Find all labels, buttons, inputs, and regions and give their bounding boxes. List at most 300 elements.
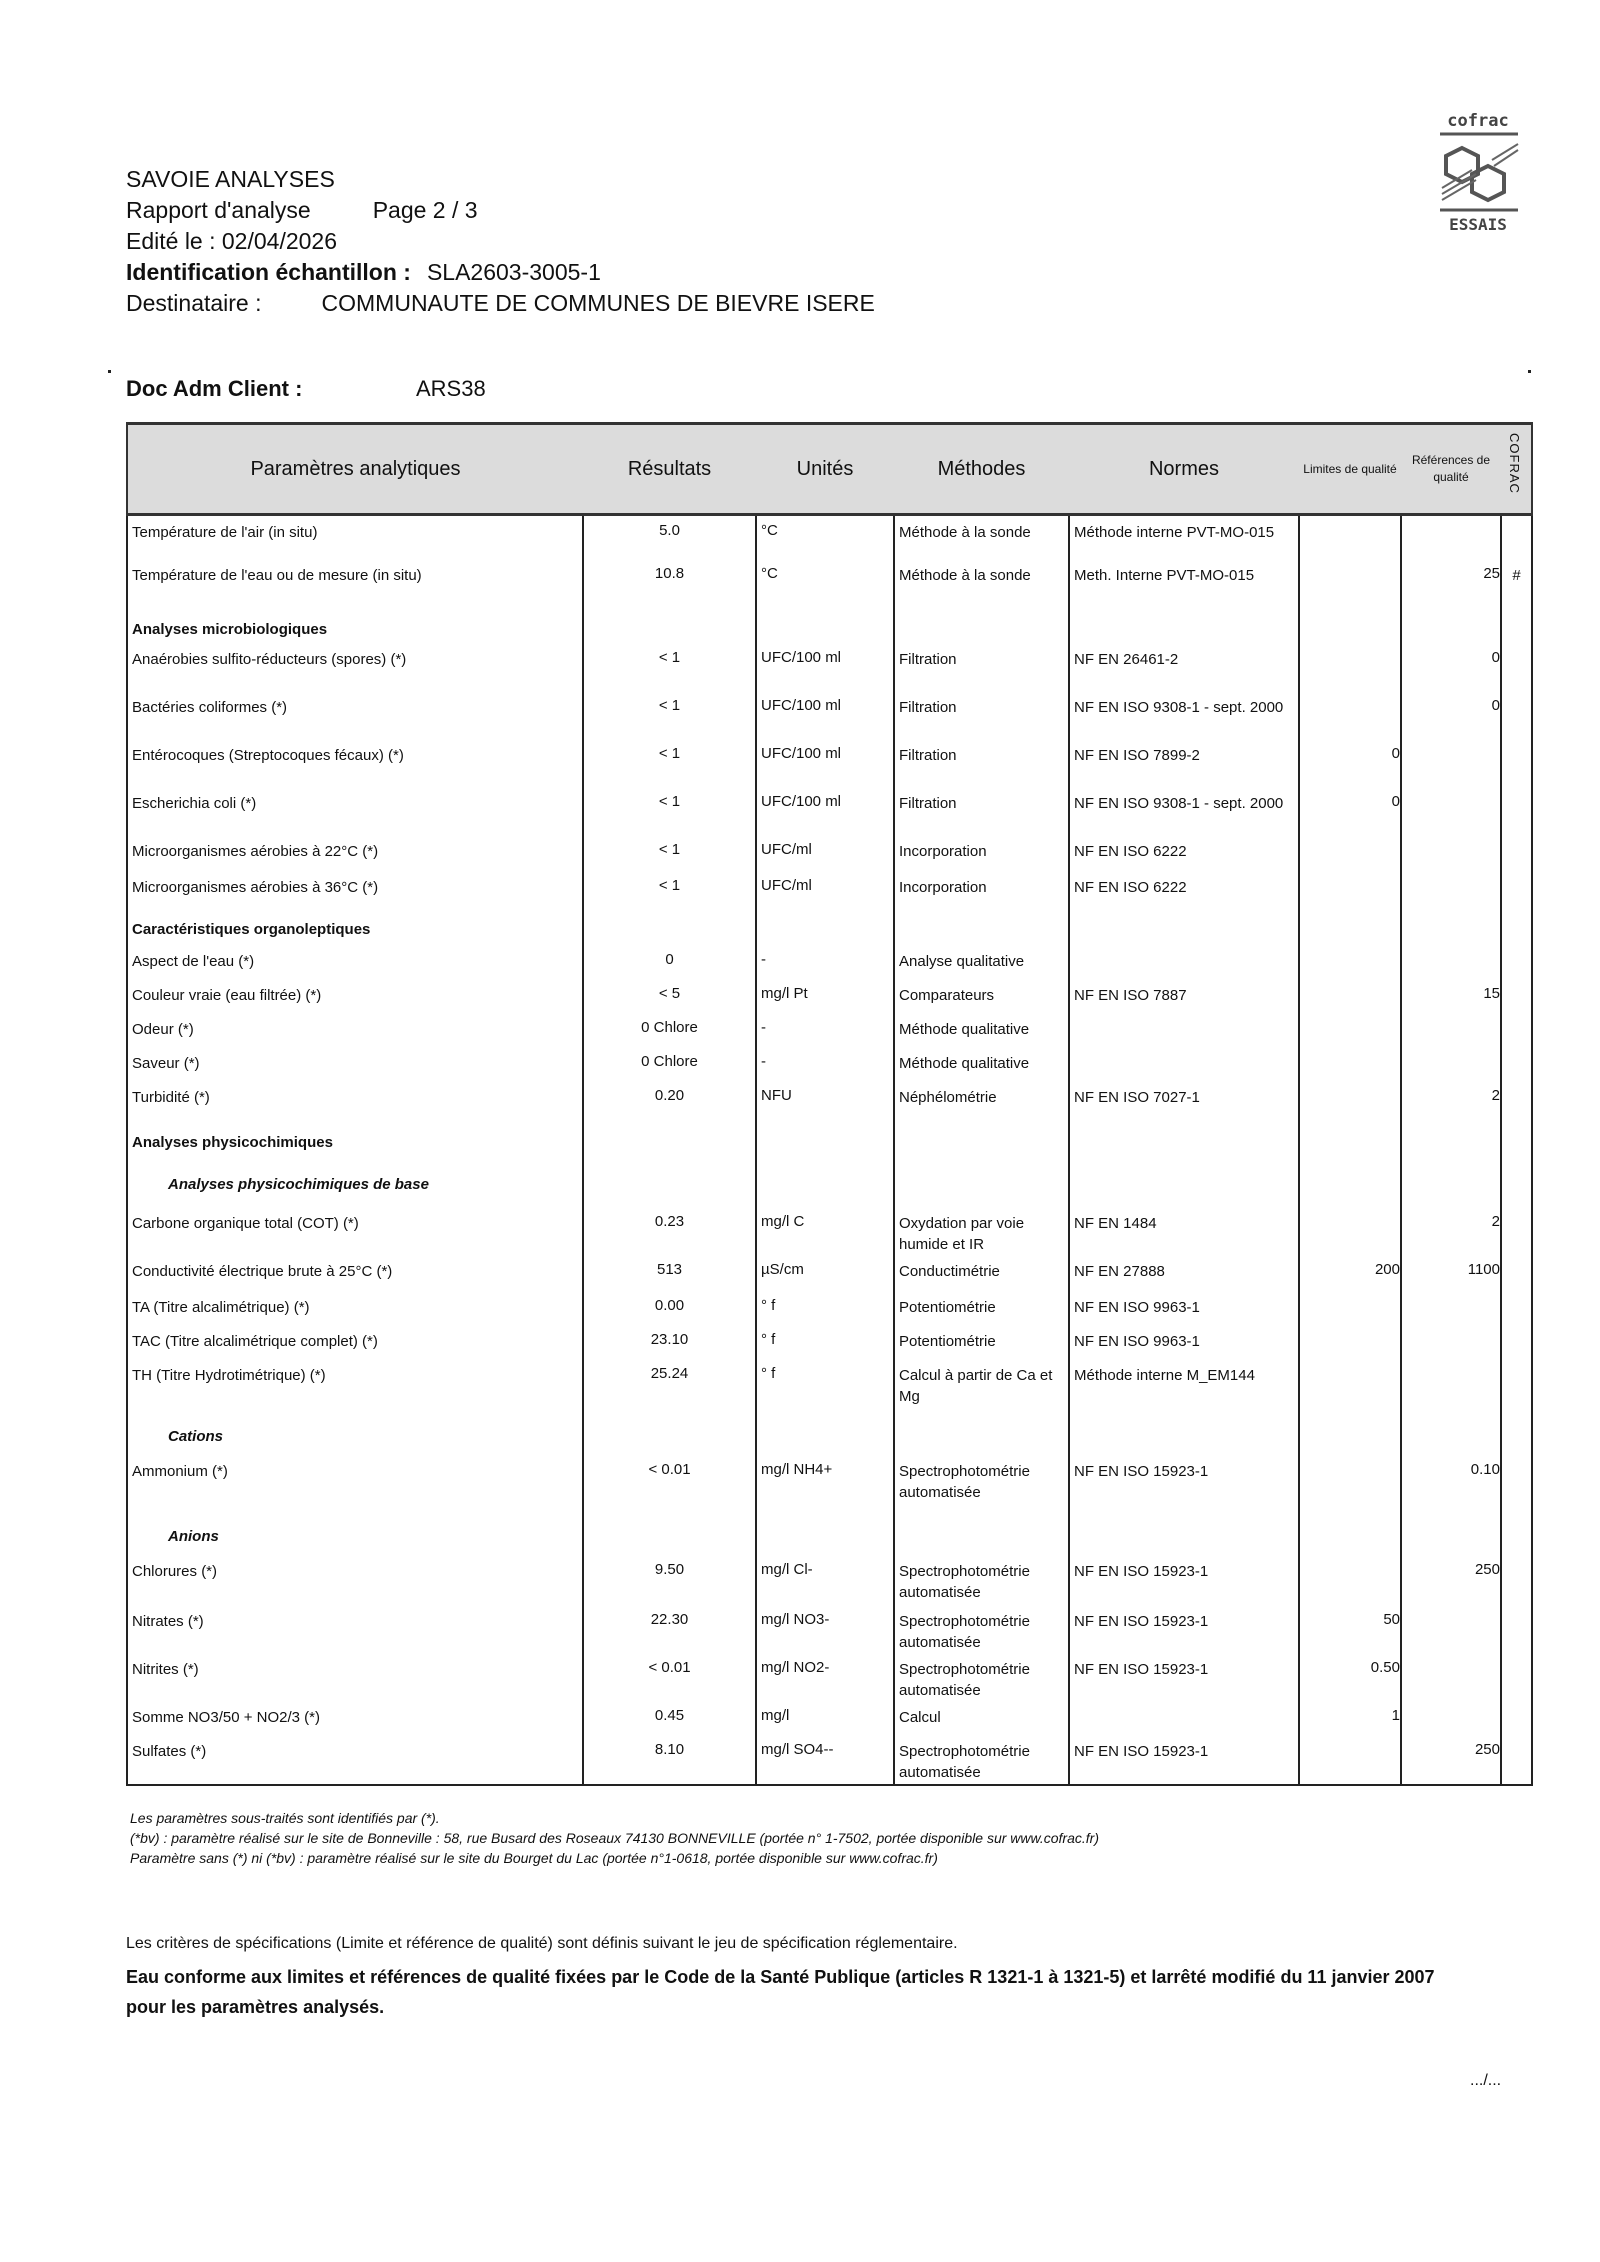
norm-cell	[1069, 1047, 1299, 1081]
continued-marker: .../...	[1470, 2072, 1502, 2089]
empty-cell	[1299, 1419, 1401, 1455]
norm-cell: NF EN 26461-2	[1069, 643, 1299, 691]
empty-cell	[1501, 609, 1532, 643]
result-cell: < 0.01	[583, 1455, 756, 1519]
limit-cell	[1299, 835, 1401, 871]
sample-label: Identification échantillon :	[126, 259, 411, 285]
table-row	[127, 559, 1532, 609]
result-cell: 23.10	[583, 1325, 756, 1359]
norm-cell: NF EN 27888	[1069, 1255, 1299, 1291]
param-cell: Température de l'eau ou de mesure (in situ)	[127, 559, 583, 609]
param-cell: Odeur (*)	[127, 1013, 583, 1047]
result-cell: < 1	[583, 787, 756, 835]
method-cell: Potentiométrie	[894, 1291, 1069, 1325]
reference-cell: 15	[1401, 979, 1501, 1013]
empty-cell	[894, 1519, 1069, 1555]
table-row	[127, 835, 1532, 871]
empty-cell	[1401, 1163, 1501, 1207]
limit-cell	[1299, 1325, 1401, 1359]
method-cell: Comparateurs	[894, 979, 1069, 1013]
empty-cell	[583, 609, 756, 643]
reference-cell	[1401, 1013, 1501, 1047]
results-table	[126, 422, 1533, 1786]
param-cell: Microorganismes aérobies à 22°C (*)	[127, 835, 583, 871]
empty-cell	[894, 1419, 1069, 1455]
table-row	[127, 1325, 1532, 1359]
table-row	[127, 1291, 1532, 1325]
cofrac-flag-cell	[1501, 979, 1532, 1013]
method-cell: Néphélométrie	[894, 1081, 1069, 1115]
empty-cell	[1501, 1519, 1532, 1555]
limit-cell: 0	[1299, 739, 1401, 787]
method-cell: Spectrophotométrie automatisée	[894, 1555, 1069, 1605]
limit-cell	[1299, 1047, 1401, 1081]
reference-cell: 2	[1401, 1081, 1501, 1115]
result-cell: 22.30	[583, 1605, 756, 1653]
section-header-row	[127, 609, 1532, 643]
unit-cell: -	[756, 1047, 894, 1081]
norm-cell: NF EN ISO 7899-2	[1069, 739, 1299, 787]
table-row	[127, 1605, 1532, 1653]
subsection-header-row	[127, 1519, 1532, 1555]
reference-cell: 250	[1401, 1735, 1501, 1785]
table-row	[127, 691, 1532, 739]
reference-cell	[1401, 945, 1501, 979]
result-cell: < 0.01	[583, 1653, 756, 1701]
reference-cell	[1401, 835, 1501, 871]
unit-cell: ° f	[756, 1359, 894, 1419]
unit-cell: mg/l NO2-	[756, 1653, 894, 1701]
unit-cell: NFU	[756, 1081, 894, 1115]
empty-cell	[1401, 907, 1501, 945]
result-cell: 0 Chlore	[583, 1047, 756, 1081]
result-cell: 0	[583, 945, 756, 979]
limit-cell: 1	[1299, 1701, 1401, 1735]
method-cell: Méthode qualitative	[894, 1013, 1069, 1047]
cofrac-flag-cell	[1501, 835, 1532, 871]
empty-cell	[894, 1115, 1069, 1163]
param-cell: Couleur vraie (eau filtrée) (*)	[127, 979, 583, 1013]
result-cell: 10.8	[583, 559, 756, 609]
unit-cell: UFC/100 ml	[756, 787, 894, 835]
reference-cell	[1401, 871, 1501, 907]
empty-cell	[894, 609, 1069, 643]
cofrac-flag-cell	[1501, 1207, 1532, 1255]
result-cell: < 5	[583, 979, 756, 1013]
result-cell: < 1	[583, 835, 756, 871]
col-header-unit: Unités	[756, 424, 894, 515]
footnote: Les paramètres sous-traités sont identifiés par (*).	[130, 1810, 440, 1826]
method-cell: Incorporation	[894, 871, 1069, 907]
result-cell: 0 Chlore	[583, 1013, 756, 1047]
limit-cell	[1299, 871, 1401, 907]
limit-cell: 0.50	[1299, 1653, 1401, 1701]
norm-cell: NF EN ISO 6222	[1069, 871, 1299, 907]
param-cell: Chlorures (*)	[127, 1555, 583, 1605]
cofrac-essais-logo	[1432, 108, 1524, 233]
unit-cell: ° f	[756, 1291, 894, 1325]
unit-cell: µS/cm	[756, 1255, 894, 1291]
reference-cell: 250	[1401, 1555, 1501, 1605]
sample-line	[126, 257, 875, 288]
empty-cell	[583, 1115, 756, 1163]
table-row	[127, 1735, 1532, 1785]
param-cell: Conductivité électrique brute à 25°C (*)	[127, 1255, 583, 1291]
param-cell: TA (Titre alcalimétrique) (*)	[127, 1291, 583, 1325]
limit-cell	[1299, 691, 1401, 739]
norm-cell: NF EN 1484	[1069, 1207, 1299, 1255]
param-cell: Température de l'air (in situ)	[127, 515, 583, 559]
empty-cell	[1069, 907, 1299, 945]
empty-cell	[583, 1163, 756, 1207]
unit-cell: UFC/100 ml	[756, 643, 894, 691]
unit-cell: mg/l SO4--	[756, 1735, 894, 1785]
norm-cell	[1069, 1701, 1299, 1735]
report-label: Rapport d'analyse	[126, 197, 311, 223]
empty-cell	[1069, 1419, 1299, 1455]
cofrac-flag-cell	[1501, 1047, 1532, 1081]
table-row	[127, 515, 1532, 559]
reference-cell	[1401, 1701, 1501, 1735]
param-cell: Escherichia coli (*)	[127, 787, 583, 835]
param-cell: Nitrates (*)	[127, 1605, 583, 1653]
table-row	[127, 1455, 1532, 1519]
limit-cell	[1299, 1455, 1401, 1519]
col-header-cofrac	[1501, 424, 1532, 515]
empty-cell	[1401, 1519, 1501, 1555]
logo-bottom-text: ESSAIS	[1449, 215, 1507, 233]
col-header-method: Méthodes	[894, 424, 1069, 515]
param-cell: Nitrites (*)	[127, 1653, 583, 1701]
reference-cell: 2	[1401, 1207, 1501, 1255]
cofrac-flag-cell	[1501, 1081, 1532, 1115]
table-row	[127, 1255, 1532, 1291]
method-cell: Conductimétrie	[894, 1255, 1069, 1291]
footnote: (*bv) : paramètre réalisé sur le site de Bonneville : 58, rue Busard des Roseaux 74130 BONNEVILLE (portée n° 1-7502, portée disponible sur www.cofrac.fr)	[130, 1830, 1099, 1846]
recipient-line	[126, 288, 875, 319]
empty-cell	[1501, 1163, 1532, 1207]
doc-adm-client	[126, 376, 486, 402]
param-cell: Carbone organique total (COT) (*)	[127, 1207, 583, 1255]
reference-cell	[1401, 1653, 1501, 1701]
result-cell: 8.10	[583, 1735, 756, 1785]
criteria-text: Les critères de spécifications (Limite et référence de qualité) sont définis suivant le jeu de spécification réglementaire.	[126, 1935, 958, 1952]
empty-cell	[1069, 1115, 1299, 1163]
reference-cell	[1401, 1291, 1501, 1325]
unit-cell: °C	[756, 559, 894, 609]
result-cell: 513	[583, 1255, 756, 1291]
cofrac-flag-cell: #	[1501, 559, 1532, 609]
table-row	[127, 1207, 1532, 1255]
method-cell: Analyse qualitative	[894, 945, 1069, 979]
result-cell: < 1	[583, 871, 756, 907]
unit-cell: mg/l NO3-	[756, 1605, 894, 1653]
limit-cell	[1299, 1735, 1401, 1785]
cofrac-label: COFRAC	[1507, 433, 1522, 494]
unit-cell: mg/l	[756, 1701, 894, 1735]
method-cell: Méthode qualitative	[894, 1047, 1069, 1081]
empty-cell	[894, 1163, 1069, 1207]
norm-cell: NF EN ISO 9963-1	[1069, 1291, 1299, 1325]
cofrac-flag-cell	[1501, 1605, 1532, 1653]
col-header-reference: Références de qualité	[1401, 424, 1501, 515]
reference-cell	[1401, 1605, 1501, 1653]
empty-cell	[756, 907, 894, 945]
table-row	[127, 1653, 1532, 1701]
empty-cell	[1401, 1115, 1501, 1163]
unit-cell: mg/l Pt	[756, 979, 894, 1013]
subsection-header-row	[127, 1419, 1532, 1455]
subsection-title: Analyses physicochimiques de base	[127, 1163, 583, 1207]
result-cell: 0.23	[583, 1207, 756, 1255]
param-cell: TAC (Titre alcalimétrique complet) (*)	[127, 1325, 583, 1359]
empty-cell	[583, 1519, 756, 1555]
limit-cell	[1299, 643, 1401, 691]
cofrac-flag-cell	[1501, 1455, 1532, 1519]
method-cell: Filtration	[894, 739, 1069, 787]
table-row	[127, 787, 1532, 835]
method-cell: Filtration	[894, 643, 1069, 691]
reference-cell	[1401, 515, 1501, 559]
param-cell: Bactéries coliformes (*)	[127, 691, 583, 739]
empty-cell	[1501, 1419, 1532, 1455]
cofrac-flag-cell	[1501, 871, 1532, 907]
reference-cell: 1100	[1401, 1255, 1501, 1291]
unit-cell: UFC/100 ml	[756, 691, 894, 739]
param-cell: Aspect de l'eau (*)	[127, 945, 583, 979]
empty-cell	[1501, 907, 1532, 945]
unit-cell: ° f	[756, 1325, 894, 1359]
edited-date: Edité le : 02/04/2026	[126, 228, 337, 254]
cofrac-flag-cell	[1501, 515, 1532, 559]
norm-cell	[1069, 1013, 1299, 1047]
doc-adm-value: ARS38	[416, 376, 486, 401]
norm-cell: NF EN ISO 9963-1	[1069, 1325, 1299, 1359]
doc-adm-label: Doc Adm Client :	[126, 376, 303, 401]
cofrac-flag-cell	[1501, 1701, 1532, 1735]
norm-cell: NF EN ISO 15923-1	[1069, 1455, 1299, 1519]
method-cell: Oxydation par voie humide et IR	[894, 1207, 1069, 1255]
norm-cell	[1069, 945, 1299, 979]
norm-cell: NF EN ISO 15923-1	[1069, 1735, 1299, 1785]
result-cell: 0.20	[583, 1081, 756, 1115]
empty-cell	[756, 1519, 894, 1555]
limit-cell	[1299, 1207, 1401, 1255]
logo-top-text: cofrac	[1447, 111, 1509, 131]
cofrac-flag-cell	[1501, 1359, 1532, 1419]
limit-cell	[1299, 979, 1401, 1013]
unit-cell: UFC/100 ml	[756, 739, 894, 787]
section-title: Caractéristiques organoleptiques	[127, 907, 583, 945]
reference-cell	[1401, 1325, 1501, 1359]
norm-cell: NF EN ISO 15923-1	[1069, 1555, 1299, 1605]
norm-cell: Meth. Interne PVT-MO-015	[1069, 559, 1299, 609]
cofrac-flag-cell	[1501, 691, 1532, 739]
norm-cell: Méthode interne PVT-MO-015	[1069, 515, 1299, 559]
limit-cell	[1299, 559, 1401, 609]
unit-cell: mg/l NH4+	[756, 1455, 894, 1519]
empty-cell	[756, 1115, 894, 1163]
table-row	[127, 1081, 1532, 1115]
method-cell: Filtration	[894, 691, 1069, 739]
reference-cell	[1401, 787, 1501, 835]
cofrac-flag-cell	[1501, 1255, 1532, 1291]
table-body	[127, 515, 1532, 1785]
reference-cell: 0	[1401, 643, 1501, 691]
reference-cell	[1401, 739, 1501, 787]
method-cell: Spectrophotométrie automatisée	[894, 1605, 1069, 1653]
empty-cell	[583, 1419, 756, 1455]
result-cell: 9.50	[583, 1555, 756, 1605]
unit-cell: UFC/ml	[756, 871, 894, 907]
param-cell: Microorganismes aérobies à 36°C (*)	[127, 871, 583, 907]
table-row	[127, 945, 1532, 979]
method-cell: Incorporation	[894, 835, 1069, 871]
limit-cell	[1299, 1013, 1401, 1047]
limit-cell	[1299, 515, 1401, 559]
param-cell: Entérocoques (Streptocoques fécaux) (*)	[127, 739, 583, 787]
cofrac-flag-cell	[1501, 1291, 1532, 1325]
cofrac-flag-cell	[1501, 1013, 1532, 1047]
empty-cell	[1501, 1115, 1532, 1163]
method-cell: Spectrophotométrie automatisée	[894, 1653, 1069, 1701]
subsection-title: Cations	[127, 1419, 583, 1455]
subsection-title: Anions	[127, 1519, 583, 1555]
param-cell: Ammonium (*)	[127, 1455, 583, 1519]
result-cell: 25.24	[583, 1359, 756, 1419]
method-cell: Calcul à partir de Ca et Mg	[894, 1359, 1069, 1419]
section-title: Analyses microbiologiques	[127, 609, 583, 643]
cofrac-flag-cell	[1501, 1325, 1532, 1359]
cofrac-flag-cell	[1501, 1555, 1532, 1605]
empty-cell	[1299, 1519, 1401, 1555]
unit-cell: UFC/ml	[756, 835, 894, 871]
cofrac-flag-cell	[1501, 787, 1532, 835]
method-cell: Potentiométrie	[894, 1325, 1069, 1359]
table-row	[127, 979, 1532, 1013]
param-cell: Sulfates (*)	[127, 1735, 583, 1785]
norm-cell: NF EN ISO 9308-1 - sept. 2000	[1069, 787, 1299, 835]
empty-cell	[1299, 609, 1401, 643]
company-name: SAVOIE ANALYSES	[126, 166, 335, 192]
section-header-row	[127, 1115, 1532, 1163]
limit-cell	[1299, 1359, 1401, 1419]
limit-cell	[1299, 1081, 1401, 1115]
empty-cell	[1299, 1163, 1401, 1207]
cofrac-flag-cell	[1501, 1735, 1532, 1785]
table-row	[127, 739, 1532, 787]
empty-cell	[1069, 1163, 1299, 1207]
recipient-label: Destinataire :	[126, 290, 262, 316]
conformity-conclusion: Eau conforme aux limites et références de qualité fixées par le Code de la Santé Publique (articles R 1321-1 à 1321-5) et larrêté modifié du 11 janvier 2007 pour les paramètres analysés.	[126, 1967, 1435, 2017]
norm-cell: NF EN ISO 7887	[1069, 979, 1299, 1013]
method-cell: Méthode à la sonde	[894, 515, 1069, 559]
cofrac-flag-cell	[1501, 1653, 1532, 1701]
table-row	[127, 643, 1532, 691]
reference-cell	[1401, 1359, 1501, 1419]
reference-cell: 0	[1401, 691, 1501, 739]
empty-cell	[756, 609, 894, 643]
report-header	[126, 164, 875, 319]
section-title: Analyses physicochimiques	[127, 1115, 583, 1163]
table-row	[127, 1701, 1532, 1735]
table-row	[127, 871, 1532, 907]
scan-mark	[108, 370, 111, 373]
table-row	[127, 1047, 1532, 1081]
table-row	[127, 1013, 1532, 1047]
unit-cell: mg/l C	[756, 1207, 894, 1255]
unit-cell: °C	[756, 515, 894, 559]
col-header-param: Paramètres analytiques	[127, 424, 583, 515]
result-cell: < 1	[583, 643, 756, 691]
result-cell: < 1	[583, 739, 756, 787]
table-header-row	[127, 424, 1532, 515]
limit-cell: 50	[1299, 1605, 1401, 1653]
scan-mark	[1528, 370, 1531, 373]
sample-id: SLA2603-3005-1	[426, 259, 601, 285]
reference-cell: 25	[1401, 559, 1501, 609]
method-cell: Spectrophotométrie automatisée	[894, 1735, 1069, 1785]
result-cell: 0.45	[583, 1701, 756, 1735]
empty-cell	[1069, 609, 1299, 643]
result-cell: < 1	[583, 691, 756, 739]
norm-cell: NF EN ISO 9308-1 - sept. 2000	[1069, 691, 1299, 739]
empty-cell	[583, 907, 756, 945]
reference-cell: 0.10	[1401, 1455, 1501, 1519]
result-cell: 5.0	[583, 515, 756, 559]
method-cell: Méthode à la sonde	[894, 559, 1069, 609]
limit-cell	[1299, 945, 1401, 979]
subsection-header-row	[127, 1163, 1532, 1207]
reference-cell	[1401, 1047, 1501, 1081]
col-header-result: Résultats	[583, 424, 756, 515]
method-cell: Calcul	[894, 1701, 1069, 1735]
table-row	[127, 1555, 1532, 1605]
limit-cell: 0	[1299, 787, 1401, 835]
empty-cell	[1299, 907, 1401, 945]
param-cell: Anaérobies sulfito-réducteurs (spores) (*)	[127, 643, 583, 691]
footnotes	[130, 1808, 1099, 1868]
footnote: Paramètre sans (*) ni (*bv) : paramètre réalisé sur le site du Bourget du Lac (portée n°1-0618, portée disponible sur www.cofrac.fr)	[130, 1850, 938, 1866]
recipient-name: COMMUNAUTE DE COMMUNES DE BIEVRE ISERE	[321, 290, 875, 316]
norm-cell: NF EN ISO 7027-1	[1069, 1081, 1299, 1115]
limit-cell: 200	[1299, 1255, 1401, 1291]
section-header-row	[127, 907, 1532, 945]
norm-cell: NF EN ISO 6222	[1069, 835, 1299, 871]
unit-cell: mg/l Cl-	[756, 1555, 894, 1605]
empty-cell	[1401, 609, 1501, 643]
page-number: Page 2 / 3	[372, 197, 478, 223]
method-cell: Filtration	[894, 787, 1069, 835]
empty-cell	[1069, 1519, 1299, 1555]
param-cell: Turbidité (*)	[127, 1081, 583, 1115]
norm-cell: NF EN ISO 15923-1	[1069, 1605, 1299, 1653]
unit-cell: -	[756, 1013, 894, 1047]
param-cell: Somme NO3/50 + NO2/3 (*)	[127, 1701, 583, 1735]
cofrac-flag-cell	[1501, 739, 1532, 787]
norm-cell: NF EN ISO 15923-1	[1069, 1653, 1299, 1701]
cofrac-flag-cell	[1501, 945, 1532, 979]
param-cell: Saveur (*)	[127, 1047, 583, 1081]
unit-cell: -	[756, 945, 894, 979]
result-cell: 0.00	[583, 1291, 756, 1325]
param-cell: TH (Titre Hydrotimétrique) (*)	[127, 1359, 583, 1419]
cofrac-flag-cell	[1501, 643, 1532, 691]
empty-cell	[756, 1419, 894, 1455]
col-header-limit: Limites de qualité	[1299, 424, 1401, 515]
empty-cell	[894, 907, 1069, 945]
empty-cell	[756, 1163, 894, 1207]
